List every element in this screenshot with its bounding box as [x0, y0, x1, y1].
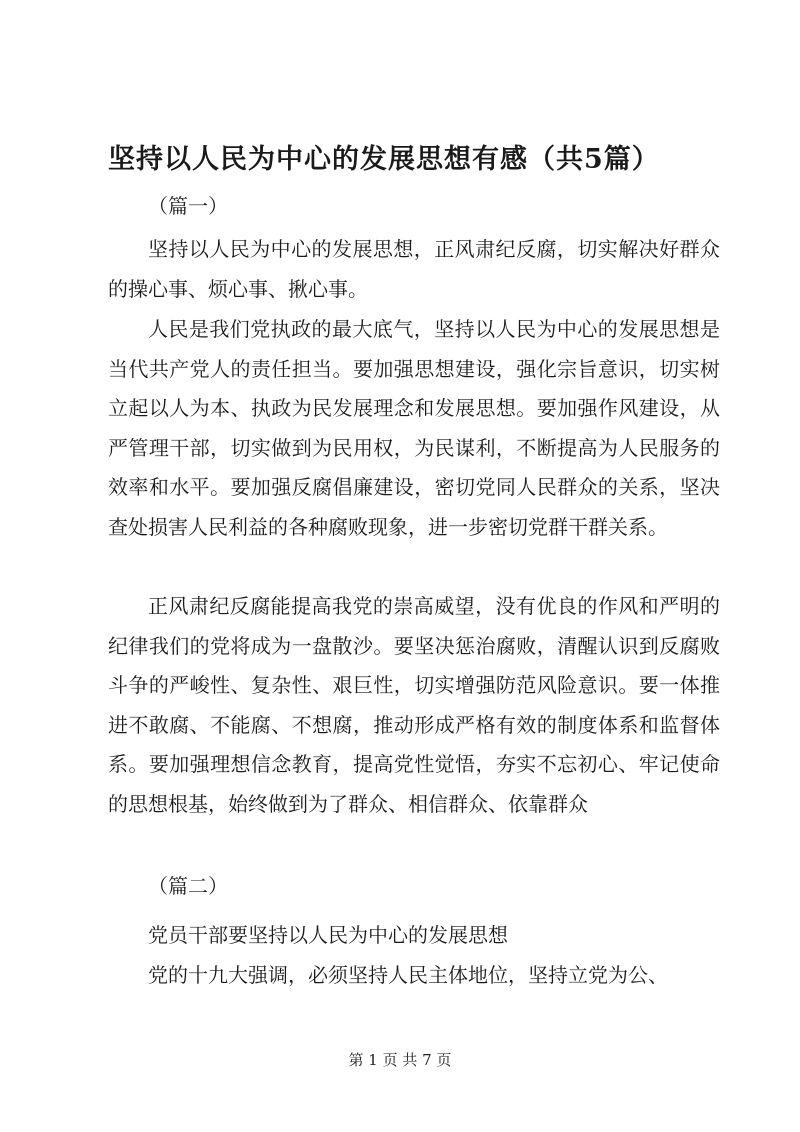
section-label-1: （篇一）: [148, 194, 228, 218]
document-title: 坚持以人民为中心的发展思想有感（共5篇）: [108, 144, 660, 175]
paragraph-4: [108, 916, 720, 956]
paragraph-text: 党员干部要坚持以人民为中心的发展思想: [148, 923, 508, 947]
section-label-2: （篇二）: [148, 874, 228, 898]
paragraph-text: 党的十九大强调，必须坚持人民主体地位，坚持立党为公、: [148, 963, 668, 987]
paragraph-text: 坚持以人民为中心的发展思想，正风肃纪反腐，切实解决好群众的操心事、烦心事、揪心事。: [108, 237, 720, 301]
paragraph-text: 人民是我们党执政的最大底气，坚持以人民为中心的发展思想是当代共产党人的责任担当。要加强思想建设，强化宗旨意识，切实树立起以人为本、执政为民发展理念和发展思想。要加强作风建设，从严管理干部，切实做到为民用权，为民谋利，不断提高为人民服务的效率和水平。要加强反腐倡廉建设，密切党同人民群众的关系，坚决查处损害人民利益的各种腐败现象，进一步密切党群干群关系。: [108, 317, 720, 539]
paragraph-3: [108, 587, 720, 825]
paragraph-text: 正风肃纪反腐能提高我党的崇高威望，没有优良的作风和严明的纪律我们的党将成为一盘散沙。要坚决惩治腐败，清醒认识到反腐败斗争的严峻性、复杂性、艰巨性，切实增强防范风险意识。要一体推进不敢腐、不能腐、不想腐，推动形成严格有效的制度体系和监督体系。要加强理想信念教育，提高党性觉悟，夯实不忘初心、牢记使命的思想根基，始终做到为了群众、相信群众、依靠群众: [108, 594, 720, 816]
paragraph-5: [108, 956, 720, 996]
paragraph-2: [108, 310, 720, 548]
page-footer: 第 1 页 共 7 页: [348, 1051, 452, 1069]
paragraph-1: [108, 230, 720, 309]
